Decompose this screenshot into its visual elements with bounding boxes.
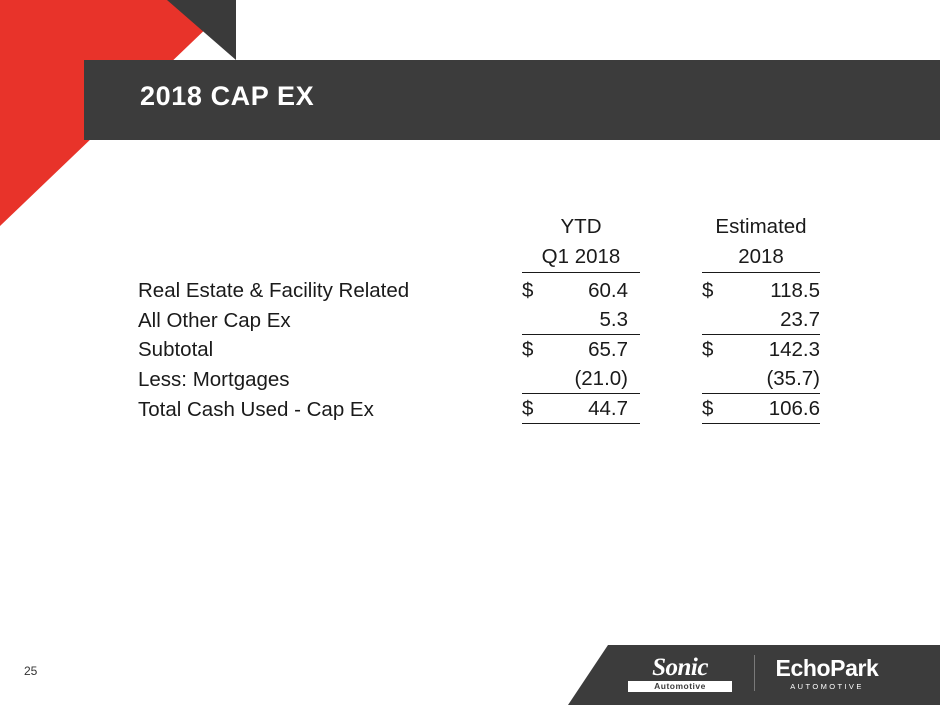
column-gap-4 bbox=[640, 305, 702, 335]
row-est-mortgages bbox=[702, 364, 820, 394]
value: 65.7 bbox=[588, 338, 628, 361]
echopark-logo-tagline: AUTOMOTIVE bbox=[790, 682, 864, 691]
value: 23.7 bbox=[780, 308, 820, 331]
row-ytd-total bbox=[522, 394, 640, 424]
row-ytd-subtotal bbox=[522, 335, 640, 365]
row-est-real-estate bbox=[702, 276, 820, 305]
sonic-logo-text: Sonic bbox=[652, 654, 708, 681]
row-ytd-mortgages bbox=[522, 364, 640, 394]
value: 60.4 bbox=[588, 279, 628, 302]
table-row bbox=[138, 305, 820, 335]
capex-table-container bbox=[138, 212, 820, 424]
column-gap-6 bbox=[640, 364, 702, 394]
echopark-logo bbox=[762, 655, 892, 692]
table-header-row-2 bbox=[138, 242, 820, 273]
echopark-logo-text: EchoPark bbox=[775, 655, 879, 681]
sonic-logo-tagline: Automotive bbox=[628, 681, 732, 692]
table-row bbox=[138, 335, 820, 365]
value: 142.3 bbox=[768, 338, 820, 361]
header-label-blank bbox=[138, 212, 522, 242]
page-number: 25 bbox=[24, 664, 38, 678]
value: 5.3 bbox=[599, 308, 628, 331]
row-ytd-all-other bbox=[522, 305, 640, 335]
column-gap-2 bbox=[640, 242, 702, 273]
row-ytd-real-estate bbox=[522, 276, 640, 305]
value: 106.6 bbox=[768, 397, 820, 420]
table-row bbox=[138, 364, 820, 394]
header-estimated-line2: 2018 bbox=[702, 242, 820, 273]
currency-symbol: $ bbox=[702, 397, 714, 420]
row-est-all-other bbox=[702, 305, 820, 335]
header-label-blank-2 bbox=[138, 242, 522, 273]
header-ytd-line1: YTD bbox=[560, 215, 602, 238]
row-est-total bbox=[702, 394, 820, 424]
value: 44.7 bbox=[588, 397, 628, 420]
currency-symbol: $ bbox=[702, 338, 714, 361]
currency-symbol: $ bbox=[522, 338, 534, 361]
header-ytd-line2: Q1 2018 bbox=[522, 242, 640, 273]
currency-symbol: $ bbox=[702, 279, 714, 302]
column-gap-5 bbox=[640, 335, 702, 365]
column-gap-7 bbox=[640, 394, 702, 424]
table-row bbox=[138, 394, 820, 424]
table-row bbox=[138, 276, 820, 305]
row-label-real-estate: Real Estate & Facility Related bbox=[138, 279, 410, 302]
value: (35.7) bbox=[766, 367, 820, 390]
row-label-subtotal: Subtotal bbox=[138, 338, 214, 361]
capex-table bbox=[138, 212, 820, 424]
row-est-subtotal bbox=[702, 335, 820, 365]
logo-divider bbox=[754, 655, 755, 691]
column-gap-3 bbox=[640, 276, 702, 305]
row-label-mortgages: Less: Mortgages bbox=[138, 367, 290, 391]
currency-symbol: $ bbox=[522, 397, 534, 420]
sonic-automotive-logo bbox=[620, 656, 740, 692]
row-label-all-other: All Other Cap Ex bbox=[138, 308, 291, 332]
row-label-total: Total Cash Used - Cap Ex bbox=[138, 397, 374, 421]
value: 118.5 bbox=[770, 279, 820, 302]
value: (21.0) bbox=[574, 367, 628, 390]
column-gap bbox=[640, 212, 702, 242]
page-title: 2018 CAP EX bbox=[140, 81, 315, 111]
currency-symbol: $ bbox=[522, 279, 534, 302]
header-estimated-line1: Estimated bbox=[715, 215, 807, 238]
table-header-row-1 bbox=[138, 212, 820, 242]
